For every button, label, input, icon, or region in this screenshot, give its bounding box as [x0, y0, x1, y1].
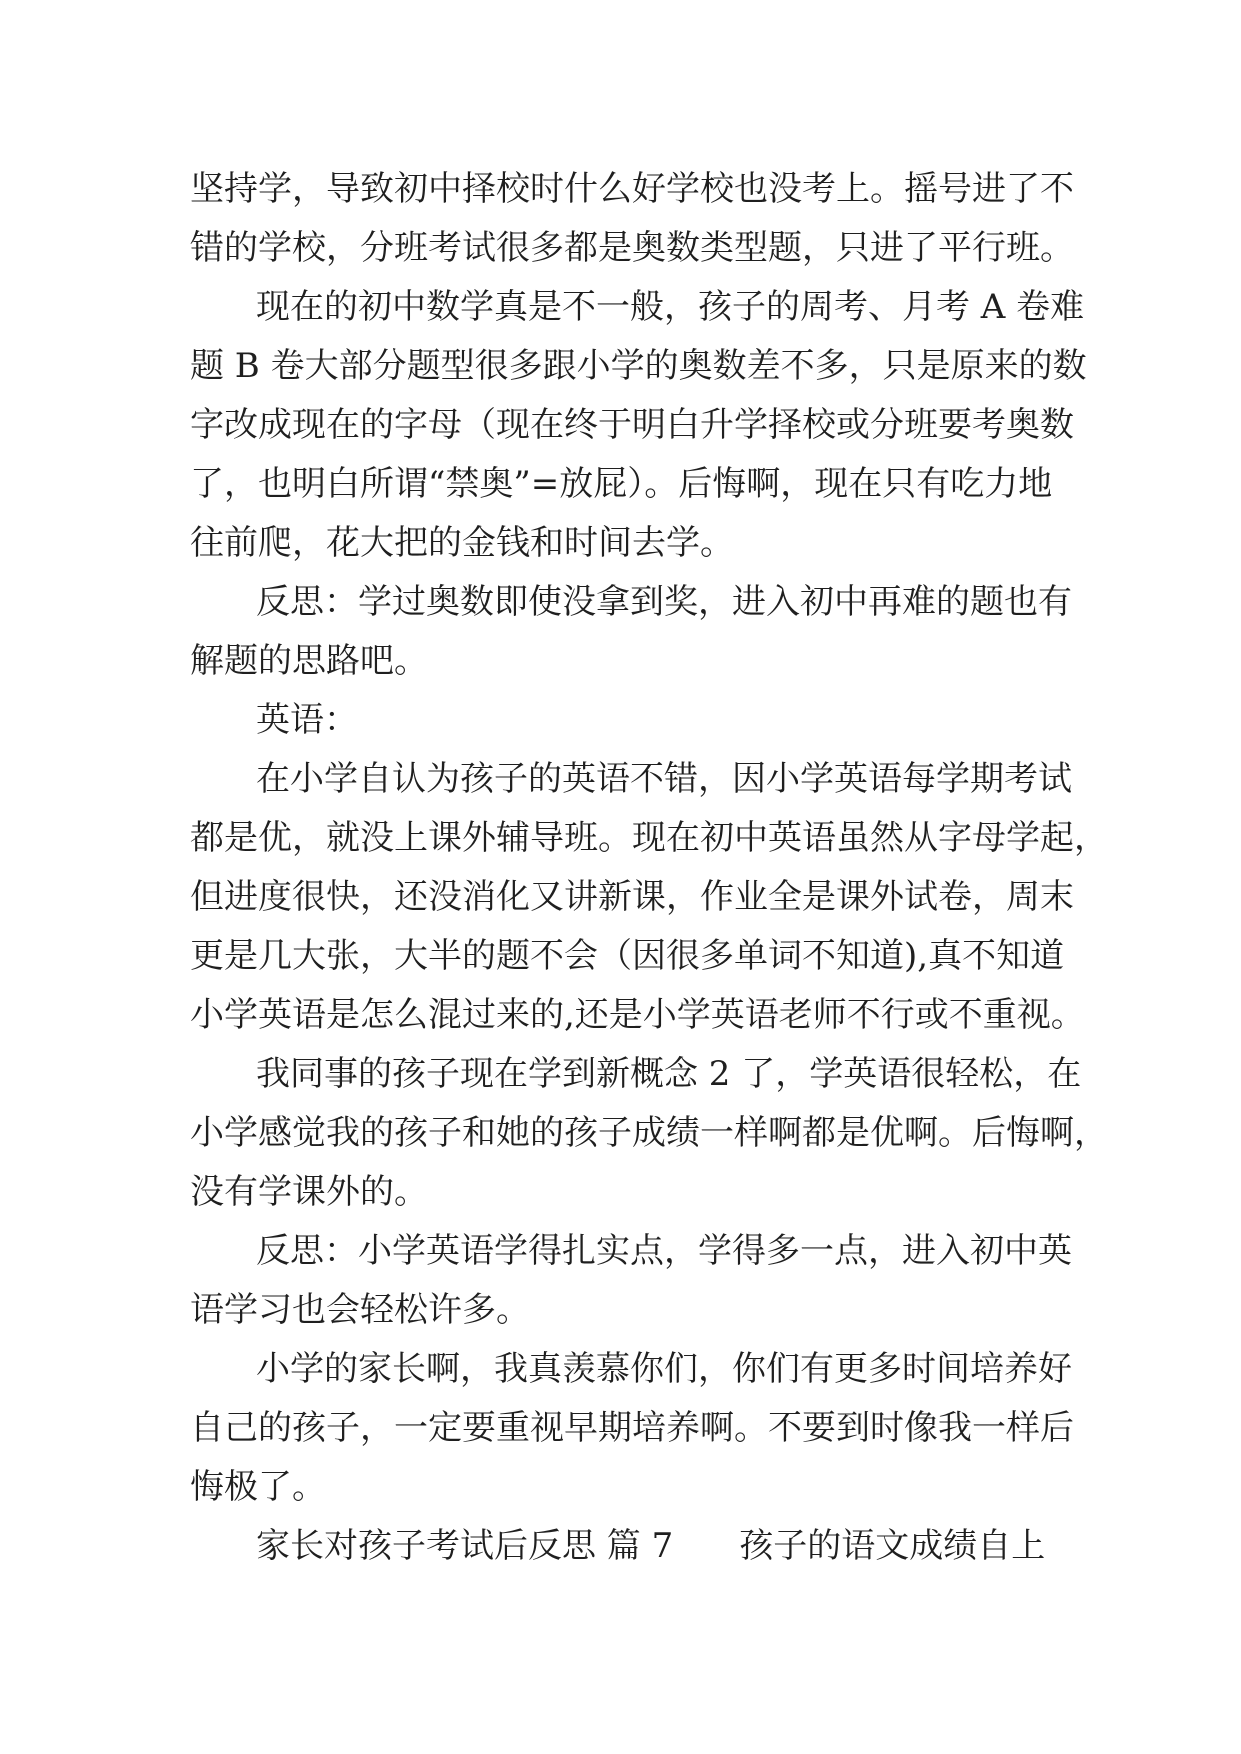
text-line: 在小学自认为孩子的英语不错，因小学英语每学期考试 [256, 759, 1072, 799]
section-label: 英语： [256, 700, 358, 740]
paragraph-3 [190, 573, 1070, 691]
text-line: 小学英语是怎么混过来的,还是小学英语老师不行或不重视。 [190, 995, 1085, 1035]
text-line: 我同事的孩子现在学到新概念 2 了，学英语很轻松，在 [256, 1054, 1082, 1094]
text-line: 反思：小学英语学得扎实点，学得多一点，进入初中英 [256, 1231, 1072, 1271]
text-line: 了，也明白所谓“禁奥”=放屁）。后悔啊，现在只有吃力地 [190, 464, 1053, 504]
paragraph-8 [190, 1340, 1074, 1517]
article-heading-line [190, 1517, 1070, 1576]
paragraph-7 [190, 1222, 1070, 1340]
text-line: 没有学课外的。 [190, 1172, 428, 1212]
text-line: 字改成现在的字母（现在终于明白升学择校或分班要考奥数 [190, 405, 1074, 445]
paragraph-1 [190, 160, 1074, 278]
text-line: 题 B 卷大部分题型很多跟小学的奥数差不多，只是原来的数 [190, 346, 1087, 386]
paragraph-6 [190, 1045, 1108, 1222]
text-line: 错的学校，分班考试很多都是奥数类型题，只进了平行班。 [190, 228, 1074, 268]
text-line: 悔极了。 [190, 1467, 326, 1507]
text-line: 语学习也会轻松许多。 [190, 1290, 530, 1330]
article-heading: 家长对孩子考试后反思 篇 7 [256, 1526, 674, 1566]
text-line: 小学的家长啊，我真羡慕你们，你们有更多时间培养好 [256, 1349, 1072, 1389]
text-line: 自己的孩子，一定要重视早期培养啊。不要到时像我一样后 [190, 1408, 1074, 1448]
article-continuation: 孩子的语文成绩自上 [739, 1526, 1046, 1566]
text-line: 现在的初中数学真是不一般，孩子的周考、月考 A 卷难 [256, 287, 1085, 327]
final-paragraph [190, 1517, 1070, 1576]
text-line: 解题的思路吧。 [190, 641, 428, 681]
text-line: 小学感觉我的孩子和她的孩子成绩一样啊都是优啊。后悔啊， [190, 1113, 1108, 1153]
paragraph-2 [190, 278, 1087, 573]
paragraph-5 [190, 750, 1108, 1045]
text-line: 都是优，就没上课外辅导班。现在初中英语虽然从字母学起， [190, 818, 1108, 858]
text-line: 坚持学，导致初中择校时什么好学校也没考上。摇号进了不 [190, 169, 1074, 209]
text-line: 往前爬，花大把的金钱和时间去学。 [190, 523, 734, 563]
text-line: 更是几大张，大半的题不会（因很多单词不知道),真不知道 [190, 936, 1065, 976]
paragraph-4 [190, 691, 1070, 750]
text-line: 反思：学过奥数即使没拿到奖，进入初中再难的题也有 [256, 582, 1072, 622]
text-line: 但进度很快，还没消化又讲新课，作业全是课外试卷，周末 [190, 877, 1074, 917]
document-body [190, 160, 1108, 1576]
